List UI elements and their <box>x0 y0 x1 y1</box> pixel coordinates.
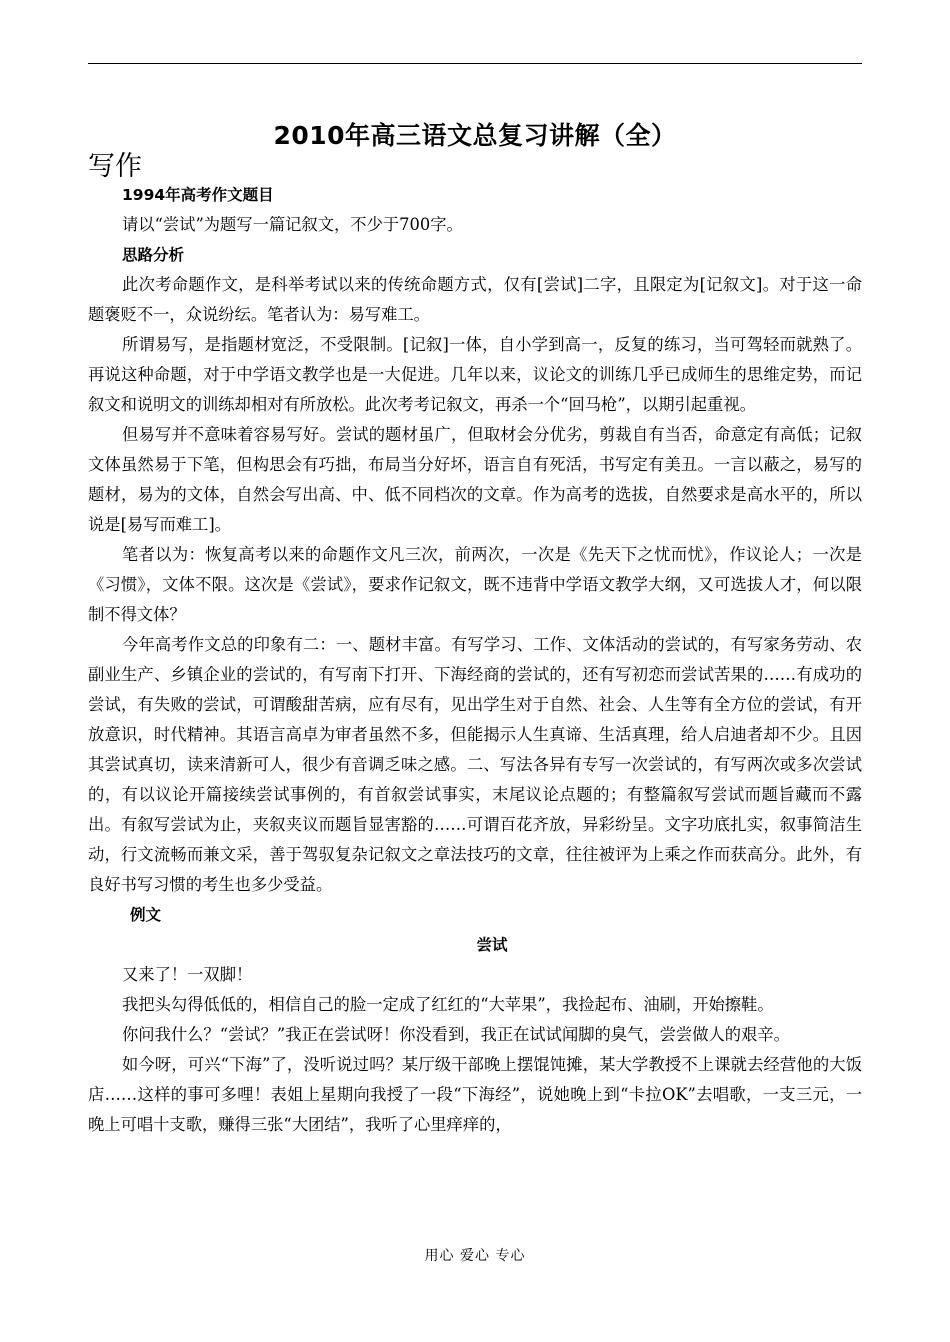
essay-paragraph-4: 如今呀，可兴“下海”了，没听说过吗？某厅级干部晚上摆馄饨摊，某大学教授不上课就去经营他的大饭店……这样的事可多哩！表姐上星期向我授了一段“下海经”，说她晚上到“卡拉OK”去唱歌，一支三元，一晚上可唱十支歌，赚得三张“大团结”，我听了心里痒痒的， <box>88 1055 862 1134</box>
topic-heading: 1994年高考作文题目 <box>122 186 274 204</box>
analysis-paragraph-2: 所谓易写，是指题材宽泛，不受限制。[记叙]一体，自小学到高一，反复的练习，当可驾轻而就熟了。再说这种命题，对于中学语文教学也是一大促进。几年以来，议论文的训练几乎已成师生的思维定势，而记叙文和说明文的训练却相对有所放松。此次考考记叙文，再杀一个“回马枪”，以期引起重视。 <box>88 335 862 414</box>
topic-text: 请以“尝试”为题写一篇记叙文，不少于700字。 <box>122 215 463 234</box>
page-footer: 用心 爱心 专心 <box>424 1248 526 1264</box>
analysis-heading: 思路分析 <box>122 246 185 264</box>
analysis-paragraph-4: 笔者以为：恢复高考以来的命题作文凡三次，前两次，一次是《先天下之忧而忧》，作议论人；一次是《习惯》，文体不限。这次是《尝试》，要求作记叙文，既不违背中学语文教学大纲，又可选拔人才，何以限制不得文体？ <box>88 545 862 624</box>
essay-title: 尝试 <box>476 936 508 954</box>
header-rule <box>88 63 862 64</box>
essay-paragraph-2: 我把头勾得低低的，相信自己的脸一定成了红红的“大苹果”，我捡起布、油刷，开始擦鞋。 <box>122 995 774 1014</box>
document-title: 2010年高三语文总复习讲解（全） <box>273 121 677 150</box>
section-heading: 写作 <box>88 151 142 182</box>
example-heading: 例文 <box>130 906 162 924</box>
document-body <box>88 180 862 1140</box>
essay-paragraph-1: 又来了！一双脚！ <box>122 965 253 984</box>
essay-paragraph-3: 你问我什么？“尝试？”我正在尝试呀！你没看到，我正在试试闻脚的臭气，尝尝做人的艰辛。 <box>122 1025 790 1044</box>
analysis-paragraph-5: 今年高考作文总的印象有二：一、题材丰富。有写学习、工作、文体活动的尝试的，有写家务劳动、农副业生产、乡镇企业的尝试的，有写南下打开、下海经商的尝试的，还有写初恋而尝试苦果的……有成功的尝试，有失败的尝试，可谓酸甜苦病，应有尽有，见出学生对于自然、社会、人生等有全方位的尝试，有开放意识，时代精神。其语言高卓为审者虽然不多，但能揭示人生真谛、生活真理，给人启迪者却不少。且因其尝试真切，读来清新可人，很少有音调乏味之感。二、写法各异有专写一次尝试的，有写两次或多次尝试的，有以议论开篇接续尝试事例的，有首叙尝试事实，末尾议论点题的；有整篇叙写尝试而题旨藏而不露出。有叙写尝试为止，夹叙夹议而题旨显害豁的……可谓百花齐放，异彩纷呈。文字功底扎实，叙事简洁生动，行文流畅而兼文采，善于驾驭复杂记叙文之章法技巧的文章，往往被评为上乘之作而获高分。此外，有良好书写习惯的考生也多少受益。 <box>88 635 862 894</box>
analysis-paragraph-3: 但易写并不意味着容易写好。尝试的题材虽广，但取材会分优劣，剪裁自有当否，命意定有高低；记叙文体虽然易于下笔，但构思会有巧拙，布局当分好坏，语言自有死活，书写定有美丑。一言以蔽之，易写的题材，易为的文体，自然会写出高、中、低不同档次的文章。作为高考的选拔，自然要求是高水平的，所以说是[易写而难工]。 <box>88 425 862 534</box>
analysis-paragraph-1: 此次考命题作文，是科举考试以来的传统命题方式，仅有[尝试]二字，且限定为[记叙文]。对于这一命题褒贬不一，众说纷纭。笔者认为：易写难工。 <box>88 275 862 324</box>
